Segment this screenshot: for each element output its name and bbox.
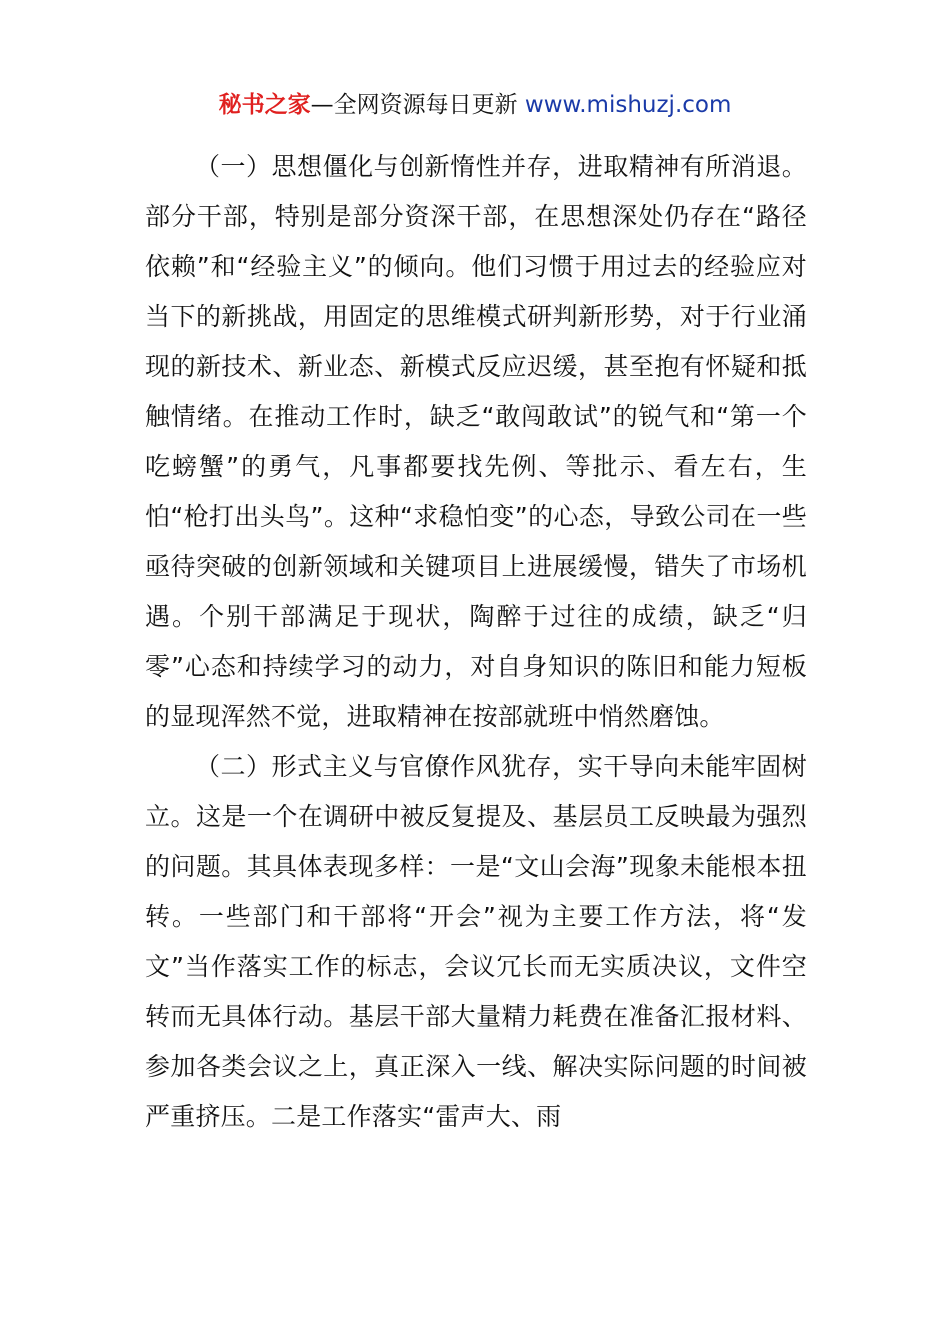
paragraph-2: （二）形式主义与官僚作风犹存，实干导向未能牢固树立。这是一个在调研中被反复提及、基层员工反映最为强烈的问题。其具体表现多样：一是“文山会海”现象未能根本扭转。一些部门和干部将“开会”视为主要工作方法，将“发文”当作落实工作的标志，会议冗长而无实质决议，文件空转而无具体行动。基层干部大量精力耗费在准备汇报材料、参加各类会议之上，真正深入一线、解决实际问题的时间被严重挤压。二是工作落实“雷声大、雨 [145, 752, 807, 1131]
document-body [145, 142, 807, 1142]
paragraph-1: （一）思想僵化与创新惰性并存，进取精神有所消退。部分干部，特别是部分资深干部，在思想深处仍存在“路径依赖”和“经验主义”的倾向。他们习惯于用过去的经验应对当下的新挑战，用固定的思维模式研判新形势，对于行业涌现的新技术、新业态、新模式反应迟缓，甚至抱有怀疑和抵触情绪。在推动工作时，缺乏“敢闯敢试”的锐气和“第一个吃螃蟹”的勇气，凡事都要找先例、等批示、看左右，生怕“枪打出头鸟”。这种“求稳怕变”的心态，导致公司在一些亟待突破的创新领域和关键项目上进展缓慢，错失了市场机遇。个别干部满足于现状，陶醉于过往的成绩，缺乏“归零”心态和持续学习的动力，对自身知识的陈旧和能力短板的显现浑然不觉，进取精神在按部就班中悄然磨蚀。 [145, 152, 807, 731]
site-url-link[interactable]: www.mishuzj.com [524, 92, 732, 118]
site-header [0, 88, 950, 122]
site-brand: 秘书之家 [218, 92, 311, 118]
site-tagline: —全网资源每日更新 [310, 92, 525, 118]
